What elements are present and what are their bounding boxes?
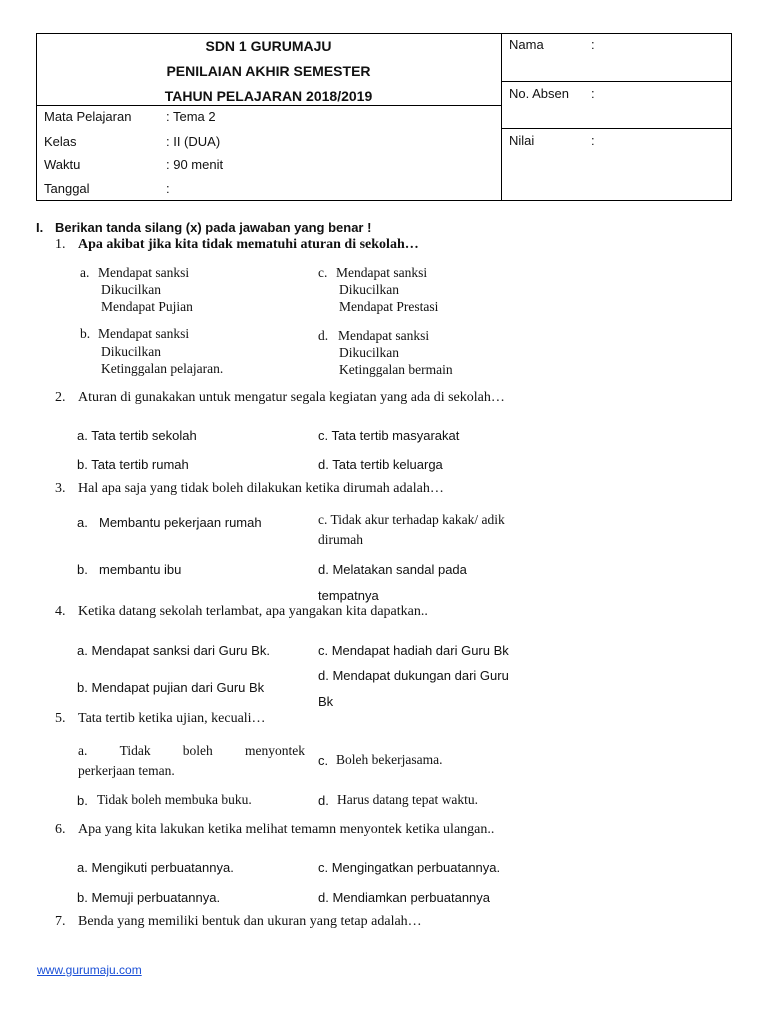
header-table [36,33,732,201]
section-instruction: Berikan tanda silang (x) pada jawaban yang benar ! [55,220,372,235]
question-text: Tata tertib ketika ujian, kecuali… [78,711,266,726]
field-value-absen: : [591,86,595,101]
question-number: 7. [55,914,66,929]
field-value-name: : [591,37,595,52]
option-b: b. Memuji perbuatannya. [77,890,221,905]
option-key: b. [77,793,88,808]
option-a [78,743,305,759]
question-text: Aturan di gunakakan untuk mengatur segala kegiatan yang ada di sekolah… [78,390,505,405]
question-number: 2. [55,390,66,405]
header-divider [501,128,732,129]
section-roman: I. [36,220,44,235]
option-key: d. [318,328,329,343]
field-label-class: Kelas [44,134,77,149]
field-label-absen: No. Absen [509,86,569,101]
option-b: membantu ibu [99,562,182,577]
option-b: b. Tata tertib rumah [77,457,189,472]
option-d: d. Mendiamkan perbuatannya [318,890,491,905]
header-divider [501,81,732,82]
option-line: Mendapat sanksi [98,265,190,280]
question-text: Apa akibat jika kita tidak mematuhi aturan di sekolah… [78,237,419,252]
field-label-name: Nama [509,37,544,52]
website-link[interactable]: www.gurumaju.com [37,963,142,977]
option-b: Tidak boleh membuka buku. [97,792,252,807]
option-c: c. Tidak akur terhadap kakak/ adik [318,512,505,527]
field-label-score: Nilai [509,133,535,148]
question-text: Apa yang kita lakukan ketika melihat temamn menyontek ketika ulangan.. [78,822,495,837]
option-line: Ketinggalan pelajaran. [101,361,224,376]
option-line: Dikucilkan [101,282,161,297]
option-b: b. Mendapat pujian dari Guru Bk [77,680,265,695]
header-divider [36,105,501,106]
option-key: b. [80,326,91,341]
field-value-date: : [166,181,170,196]
question-text: Ketika datang sekolah terlambat, apa yangakan kita dapatkan.. [78,604,428,619]
option-line: Mendapat Pujian [101,299,193,314]
option-a: a. Tata tertib sekolah [77,428,197,443]
option-key: a. [80,265,90,280]
option-d: d. Tata tertib keluarga [318,457,443,472]
option-key: c. [318,753,329,768]
option-a-word: menyontek [245,743,305,758]
option-key: a. [77,515,88,530]
option-c: c. Tata tertib masyarakat [318,428,460,443]
option-d: d. Melatakan sandal pada [318,562,467,577]
option-a: a. Mendapat sanksi dari Guru Bk. [77,643,270,658]
field-value-class: : II (DUA) [166,134,221,149]
option-a-word: boleh [182,743,213,758]
option-a-word: a. [78,743,88,758]
option-a-word: Tidak [119,743,151,758]
question-number: 1. [55,237,66,252]
school-year: TAHUN PELAJARAN 2018/2019 [164,88,373,104]
option-d: Harus datang tepat waktu. [337,792,478,807]
option-a: Membantu pekerjaan rumah [99,515,262,530]
question-number: 3. [55,481,66,496]
option-c: c. Mendapat hadiah dari Guru Bk [318,643,509,658]
exam-title: PENILAIAN AKHIR SEMESTER [166,63,371,79]
field-value-time: : 90 menit [166,157,224,172]
option-key: d. [318,793,329,808]
option-d-continued: tempatnya [318,588,379,603]
option-c-continued: dirumah [318,532,363,547]
field-value-subject: : Tema 2 [166,109,216,124]
option-a-continued: perkerjaan teman. [78,763,175,778]
option-c: c. Mengingatkan perbuatannya. [318,860,501,875]
option-a: a. Mengikuti perbuatannya. [77,860,234,875]
question-number: 4. [55,604,66,619]
option-key: c. [318,265,328,280]
question-text: Hal apa saja yang tidak boleh dilakukan ketika dirumah adalah… [78,481,444,496]
field-label-date: Tanggal [44,181,90,196]
field-value-score: : [591,133,595,148]
option-line: Mendapat sanksi [336,265,428,280]
question-number: 5. [55,711,66,726]
option-d: d. Mendapat dukungan dari Guru [318,668,509,683]
option-d-continued: Bk [318,694,334,709]
header-divider [501,33,502,201]
question-text: Benda yang memiliki bentuk dan ukuran yang tetap adalah… [78,914,422,929]
option-key: b. [77,562,88,577]
option-line: Mendapat sanksi [338,328,430,343]
option-line: Mendapat sanksi [98,326,190,341]
option-c: Boleh bekerjasama. [336,752,443,767]
school-name: SDN 1 GURUMAJU [205,38,332,54]
option-line: Dikucilkan [339,345,399,360]
question-number: 6. [55,822,66,837]
option-line: Ketinggalan bermain [339,362,453,377]
option-line: Mendapat Prestasi [339,299,439,314]
option-line: Dikucilkan [339,282,399,297]
option-line: Dikucilkan [101,344,161,359]
field-label-subject: Mata Pelajaran [44,109,132,124]
field-label-time: Waktu [44,157,81,172]
